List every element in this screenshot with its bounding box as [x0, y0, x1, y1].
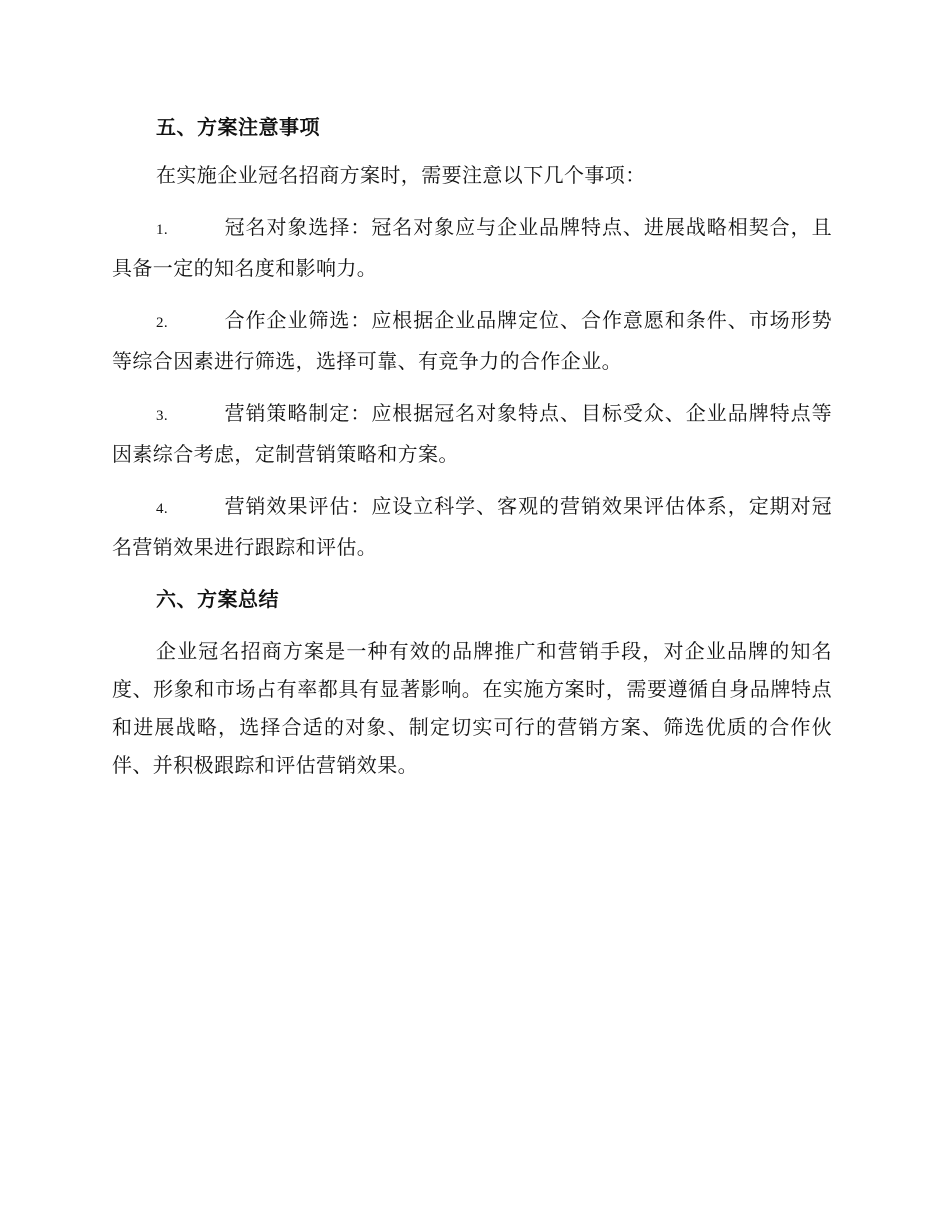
list-item-number: 1.	[156, 222, 169, 238]
section-6-heading: 六、方案总结	[156, 587, 279, 611]
section-5-intro: 在实施企业冠名招商方案时，需要注意以下几个事项：	[156, 163, 646, 187]
list-item	[112, 301, 832, 380]
list-item-text: 营销策略制定：应根据冠名对象特点、目标受众、企业品牌特点等因素综合考虑，定制营销策略和方案。	[112, 401, 832, 466]
list-item	[112, 208, 832, 287]
list-item-number: 4.	[156, 501, 169, 517]
list-item-text: 营销效果评估：应设立科学、客观的营销效果评估体系，定期对冠名营销效果进行跟踪和评估。	[112, 494, 832, 559]
section-5-heading: 五、方案注意事项	[156, 115, 320, 139]
list-item-number: 3.	[156, 408, 169, 424]
document-body	[112, 108, 832, 784]
list-item	[112, 394, 832, 473]
section-6-body: 企业冠名招商方案是一种有效的品牌推广和营销手段，对企业品牌的知名度、形象和市场占有率都具有显著影响。在实施方案时，需要遵循自身品牌特点和进展战略，选择合适的对象、制定切实可行的营销方案、筛选优质的合作伙伴、并积极跟踪和评估营销效果。	[112, 639, 832, 777]
list-item-number: 2.	[156, 315, 169, 331]
list-item-text: 冠名对象选择：冠名对象应与企业品牌特点、进展战略相契合，且具备一定的知名度和影响力。	[112, 215, 832, 280]
list-item	[112, 487, 832, 566]
list-item-text: 合作企业筛选：应根据企业品牌定位、合作意愿和条件、市场形势等综合因素进行筛选，选择可靠、有竞争力的合作企业。	[112, 308, 832, 373]
